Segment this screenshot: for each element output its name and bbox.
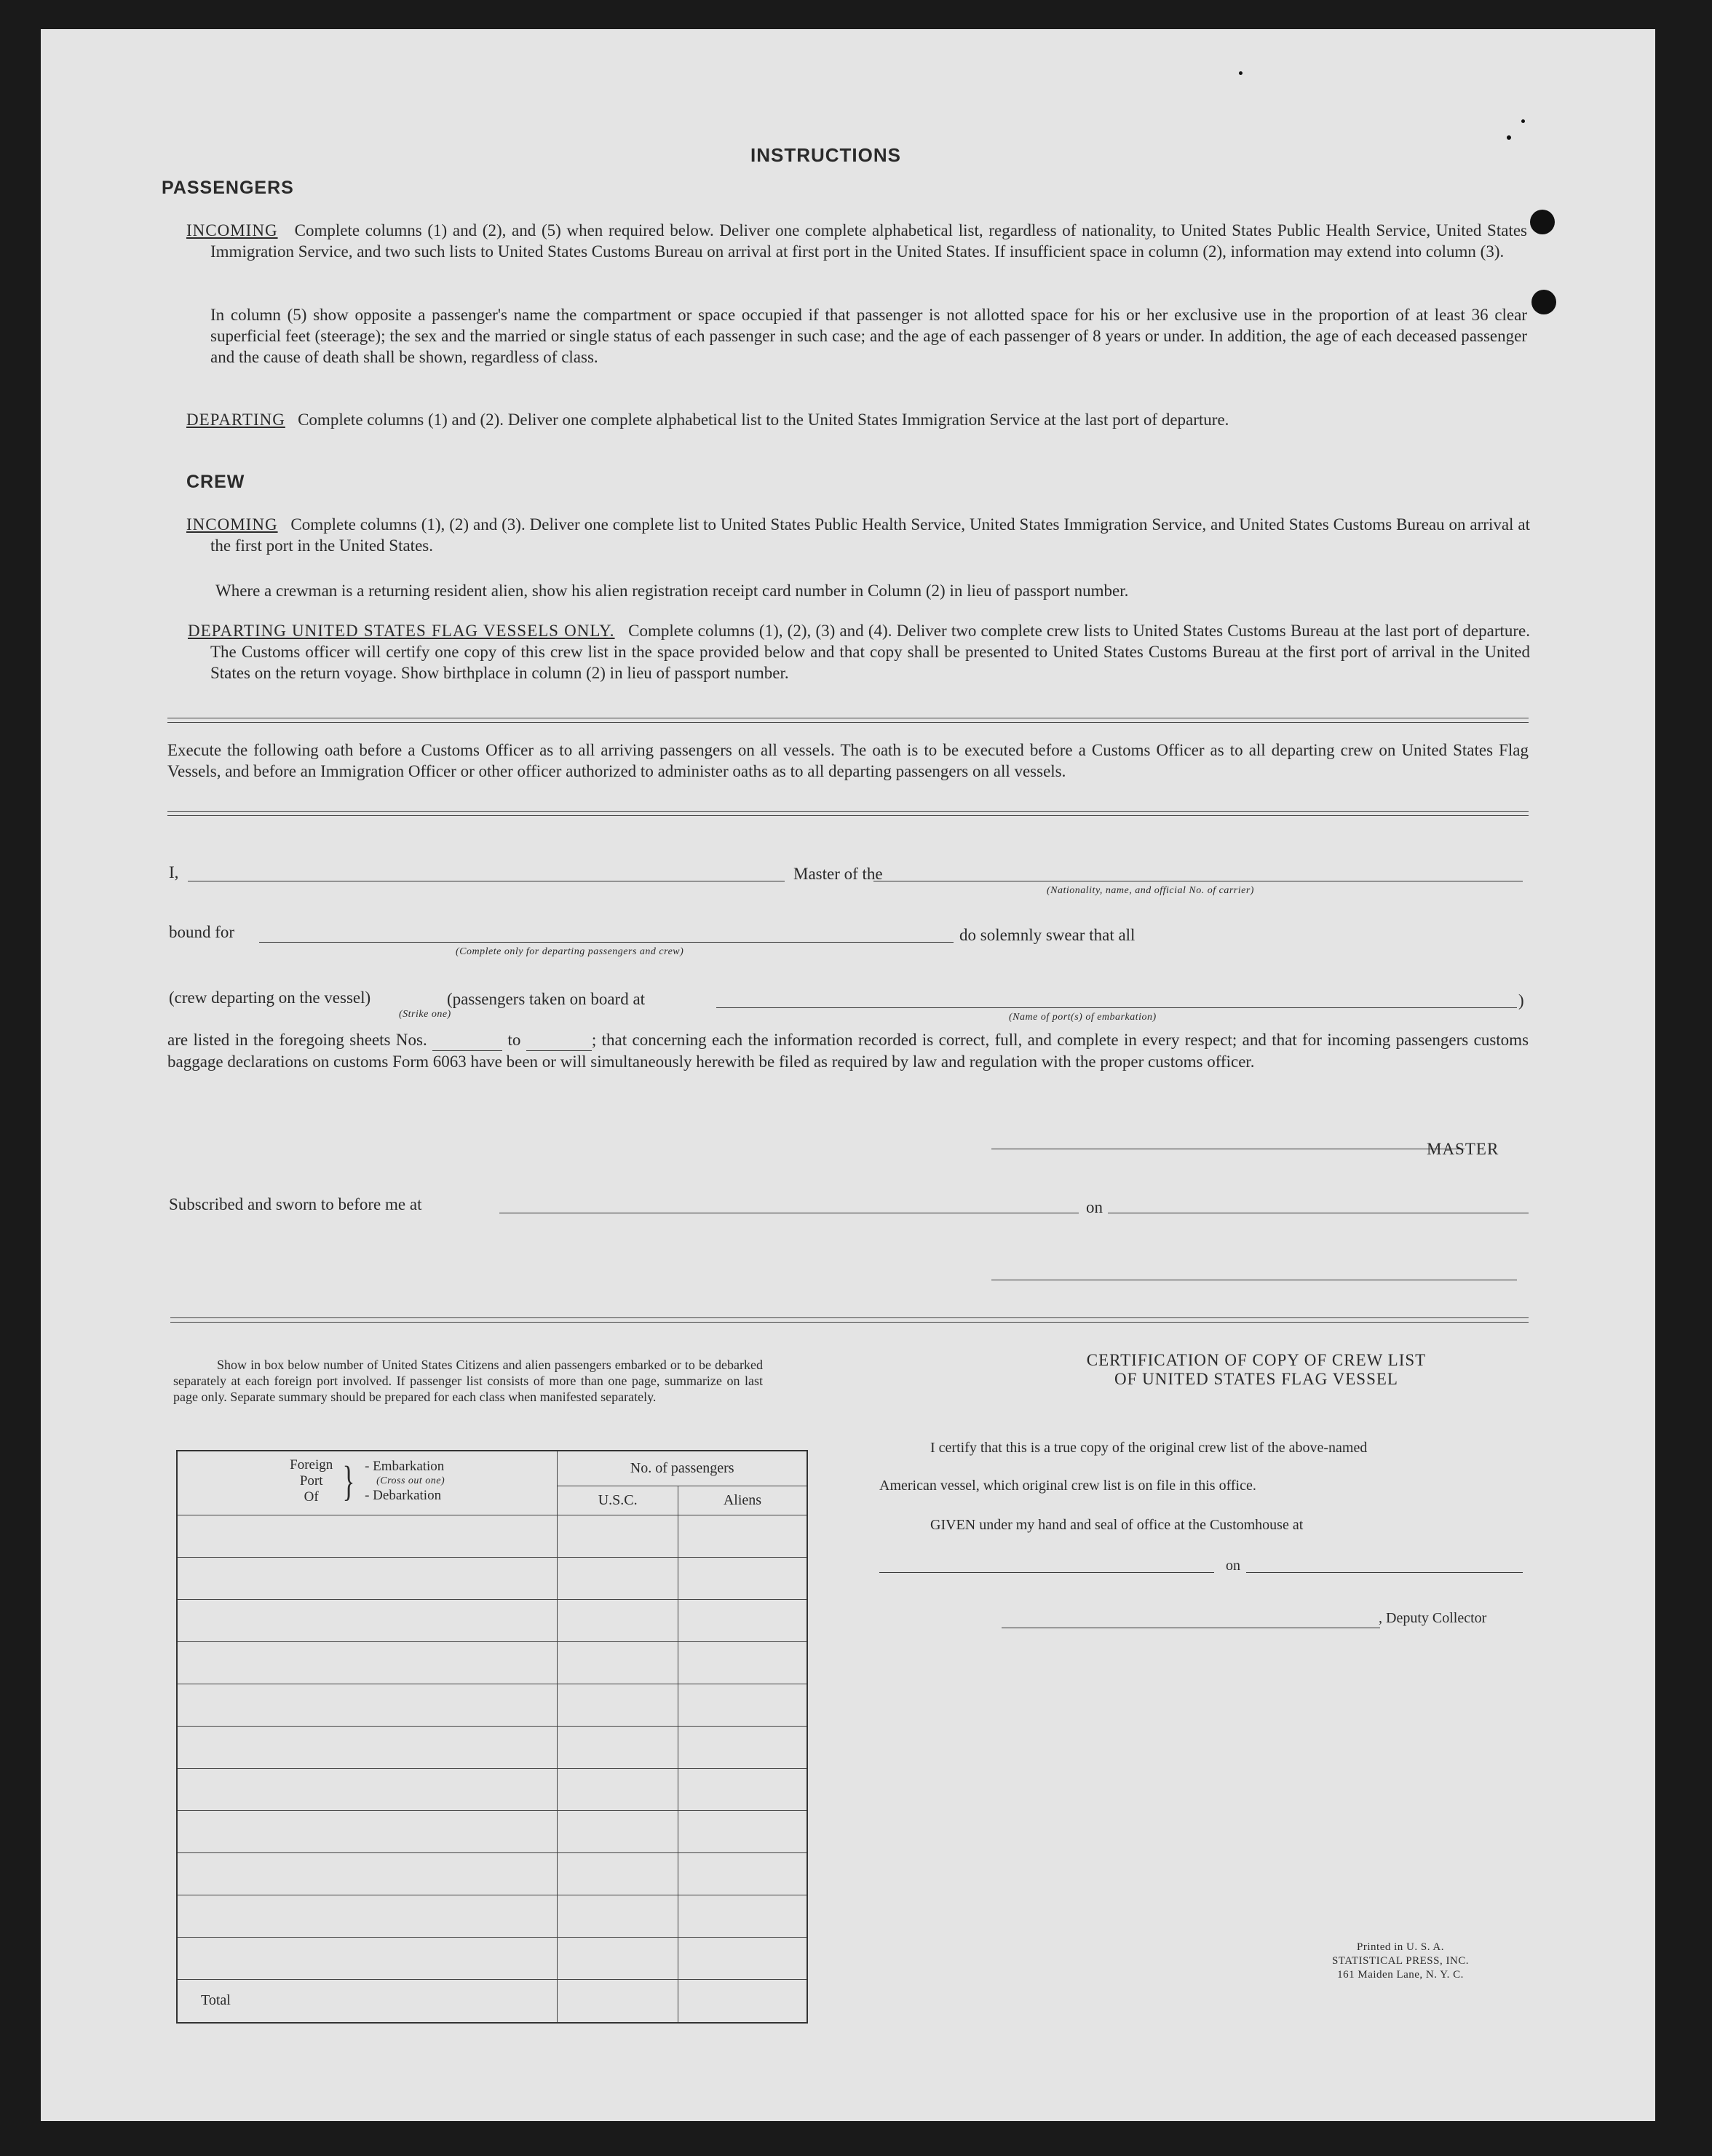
form-page <box>41 29 1655 2121</box>
oath-intro-text: Execute the following oath before a Customs Officer as to all arriving passengers on all vessels. The oath is to be executed before a Customs Officer as to all departing crew on United States Flag Vessels, and before an Immigration Officer or other officer authorized to administer oaths as to all departing passengers on all vessels. <box>167 741 1529 780</box>
carrier-hint: (Nationality, name, and official No. of carrier) <box>1047 885 1254 896</box>
port-cell[interactable] <box>177 1557 558 1599</box>
passengers-heading: PASSENGERS <box>162 178 294 198</box>
close-paren: ) <box>1518 991 1524 1010</box>
port-cell[interactable] <box>177 1684 558 1726</box>
usc-cell[interactable] <box>558 1895 678 1937</box>
port-cell[interactable] <box>177 1852 558 1895</box>
speck <box>1521 119 1525 123</box>
imprint-line2: STATISTICAL PRESS, INC. <box>1331 1955 1470 1967</box>
section-divider <box>167 811 1529 816</box>
aliens-cell[interactable] <box>678 1768 807 1810</box>
crew-heading: CREW <box>186 472 245 492</box>
foreign-label: Foreign <box>290 1457 333 1473</box>
crew-incoming-block <box>186 514 1530 556</box>
aliens-cell[interactable] <box>678 1726 807 1768</box>
passengers-taken-option[interactable]: (passengers taken on board at <box>447 990 646 1008</box>
usc-cell[interactable] <box>558 1557 678 1599</box>
sheets-statement <box>167 1029 1529 1072</box>
passengers-column5-text: In column (5) show opposite a passenger's name the compartment or space occupied if that passenger is not allotted space for his or her exclusive use in the proportion of at least 36 clear superficial feet (steerage); the sex and the married or single status of each passenger in such case; and the age of each passenger of 8 years or under. In addition, the age of each deceased passenger and the cause of death shall be shown, regardless of class. <box>210 306 1527 366</box>
foreign-port-header <box>177 1451 558 1515</box>
crew-departing-text: Complete columns (1), (2), (3) and (4). Deliver two complete crew lists to United States Customs Bureau at the last port of departure. The Customs officer will certify one copy of this crew list in the space provided below and that copy shall be presented to United States Customs Bureau at the first port of arrival in the United States on the return voyage. Show birthplace in column (2) in lieu of passport number. <box>210 622 1531 682</box>
speck <box>1507 135 1511 140</box>
aliens-cell[interactable] <box>678 1557 807 1599</box>
swear-label: do solemnly swear that all <box>959 926 1136 944</box>
sheets-statement-text: ; that concerning each the information recorded is correct, full, and complete in every respect; and that for incoming passengers customs baggage declarations on customs Form 6063 have been or will simultaneously herewith be filed as required by law and regulation with the proper customs officer. <box>167 1031 1529 1071</box>
strike-hint: (Strike one) <box>399 1009 451 1020</box>
oath-intro-block <box>167 740 1529 782</box>
crew-departing-option-label: (crew departing <box>169 988 274 1007</box>
port-cell[interactable] <box>177 1810 558 1852</box>
on-vessel-label: on the vessel) <box>278 988 371 1007</box>
aliens-cell[interactable] <box>678 1810 807 1852</box>
table-row <box>177 1641 807 1684</box>
usc-cell[interactable] <box>558 1515 678 1557</box>
usc-cell[interactable] <box>558 1810 678 1852</box>
crew-departing-block <box>188 620 1530 683</box>
certify-line1: I certify that this is a true copy of the original crew list of the above-named <box>930 1440 1368 1456</box>
crew-departing-option[interactable] <box>169 988 370 1007</box>
speck <box>1239 71 1243 75</box>
master-of-label: Master of the <box>793 865 883 883</box>
port-cell[interactable] <box>177 1599 558 1641</box>
crew-departing-label: DEPARTING UNITED STATES FLAG VESSELS ONLY. <box>188 622 615 640</box>
table-row <box>177 1557 807 1599</box>
summary-instruction-text: Show in box below number of United States Citizens and alien passengers embarked or to be debarked separately at each foreign port involved. If passenger list consists of more than one page, summarize on last page only. Separate summary should be prepared for each class when manifested separately. <box>173 1358 763 1404</box>
subscribed-label: Subscribed and sworn to before me at <box>169 1195 422 1213</box>
given-line: GIVEN under my hand and seal of office at the Customhouse at <box>930 1517 1304 1533</box>
passengers-departing-label: DEPARTING <box>186 411 285 429</box>
usc-cell[interactable] <box>558 1852 678 1895</box>
usc-cell[interactable] <box>558 1768 678 1810</box>
master-label: MASTER <box>1427 1140 1499 1158</box>
section-divider <box>170 1317 1529 1323</box>
sheet-to-field[interactable] <box>526 1029 592 1051</box>
passengers-departing-block <box>186 409 1527 430</box>
section-divider <box>167 718 1529 723</box>
crew-incoming-text: Complete columns (1), (2) and (3). Deliver one complete list to United States Public Health Service, United States Immigration Service, and United States Customs Bureau on arrival at the first port in the United States. <box>210 515 1531 555</box>
port-cell[interactable] <box>177 1768 558 1810</box>
table-row <box>177 1726 807 1768</box>
table-row <box>177 1768 807 1810</box>
passengers-incoming-label: INCOMING <box>186 221 278 239</box>
oath-i-label: I, <box>169 863 179 881</box>
passengers-column5-block <box>210 304 1527 368</box>
usc-cell[interactable] <box>558 1684 678 1726</box>
usc-header: U.S.C. <box>558 1486 678 1515</box>
printer-imprint <box>1306 1941 1495 1982</box>
imprint-line3: 161 Maiden Lane, N. Y. C. <box>1337 1969 1464 1981</box>
table-row <box>177 1810 807 1852</box>
certification-title-line1: CERTIFICATION OF COPY OF CREW LIST <box>1086 1351 1427 1369</box>
sworn-on-label: on <box>1086 1198 1103 1216</box>
embarkation-ports-field[interactable] <box>716 1007 1517 1008</box>
passengers-departing-text: Complete columns (1) and (2). Deliver one complete alphabetical list to the United States Immigration Service at the last port of departure. <box>298 411 1229 429</box>
ports-hint: (Name of port(s) of embarkation) <box>1009 1012 1157 1023</box>
aliens-cell[interactable] <box>678 1641 807 1684</box>
usc-cell[interactable] <box>558 1726 678 1768</box>
table-row <box>177 1684 807 1726</box>
total-label: Total <box>177 1979 558 2023</box>
port-cell[interactable] <box>177 1937 558 1979</box>
punch-hole <box>1531 290 1556 314</box>
instructions-title: INSTRUCTIONS <box>750 144 901 166</box>
table-row <box>177 1515 807 1557</box>
passengers-incoming-block <box>186 220 1527 262</box>
table-row <box>177 1599 807 1641</box>
imprint-line1: Printed in U. S. A. <box>1357 1941 1444 1953</box>
certification-title-line2: OF UNITED STATES FLAG VESSEL <box>1114 1370 1398 1388</box>
aliens-cell[interactable] <box>678 1852 807 1895</box>
port-cell[interactable] <box>177 1895 558 1937</box>
cross-out-hint: (Cross out one) <box>376 1475 445 1486</box>
bound-for-label: bound for <box>169 923 235 941</box>
of-label: Of <box>304 1489 319 1505</box>
aliens-cell[interactable] <box>678 1895 807 1937</box>
port-cell[interactable] <box>177 1641 558 1684</box>
sheet-from-field[interactable] <box>432 1029 502 1051</box>
cert-on-label: on <box>1226 1558 1240 1574</box>
sheets-to-label: to <box>507 1031 521 1049</box>
debarkation-option[interactable]: - Debarkation <box>365 1488 442 1503</box>
port-label: Port <box>299 1473 323 1489</box>
total-usc-cell[interactable] <box>558 1979 678 2023</box>
crew-resident-block <box>215 580 1530 601</box>
passengers-incoming-text: Complete columns (1) and (2), and (5) when required below. Deliver one complete alphabetical list, regardless of nationality, to United States Public Health Service, United States Immigration Service, and two such lists to United States Customs Bureau on arrival at first port in the United States. If insufficient space in column (2), information may extend into column (3). <box>210 221 1528 261</box>
embarkation-option[interactable]: - Embarkation <box>365 1459 445 1474</box>
bound-for-field[interactable] <box>259 942 954 943</box>
deputy-collector-label: , Deputy Collector <box>1379 1610 1487 1626</box>
brace-glyph: } <box>342 1457 355 1505</box>
ports-summary-table <box>176 1450 808 2024</box>
table-row <box>177 1895 807 1937</box>
crew-resident-text: Where a crewman is a returning resident alien, show his alien registration receipt card number in Column (2) in lieu of passport number. <box>215 582 1129 600</box>
aliens-cell[interactable] <box>678 1515 807 1557</box>
port-cell[interactable] <box>177 1726 558 1768</box>
aliens-header: Aliens <box>678 1486 807 1515</box>
port-cell[interactable] <box>177 1515 558 1557</box>
table-row <box>177 1937 807 1979</box>
table-row <box>177 1852 807 1895</box>
usc-cell[interactable] <box>558 1599 678 1641</box>
total-aliens-cell[interactable] <box>678 1979 807 2023</box>
aliens-cell[interactable] <box>678 1937 807 1979</box>
usc-cell[interactable] <box>558 1641 678 1684</box>
passengers-count-header: No. of passengers <box>558 1451 807 1486</box>
punch-hole <box>1530 210 1555 234</box>
aliens-cell[interactable] <box>678 1599 807 1641</box>
certification-title <box>994 1351 1518 1389</box>
crew-incoming-label: INCOMING <box>186 515 278 534</box>
aliens-cell[interactable] <box>678 1684 807 1726</box>
customhouse-field[interactable] <box>879 1572 1214 1573</box>
certify-line2: American vessel, which original crew list is on file in this office. <box>879 1478 1256 1494</box>
summary-instruction-block <box>173 1357 763 1405</box>
usc-cell[interactable] <box>558 1937 678 1979</box>
sheets-label: are listed in the foregoing sheets Nos. <box>167 1031 427 1049</box>
cert-date-field[interactable] <box>1246 1572 1523 1573</box>
bound-for-hint: (Complete only for departing passengers and crew) <box>456 946 684 957</box>
